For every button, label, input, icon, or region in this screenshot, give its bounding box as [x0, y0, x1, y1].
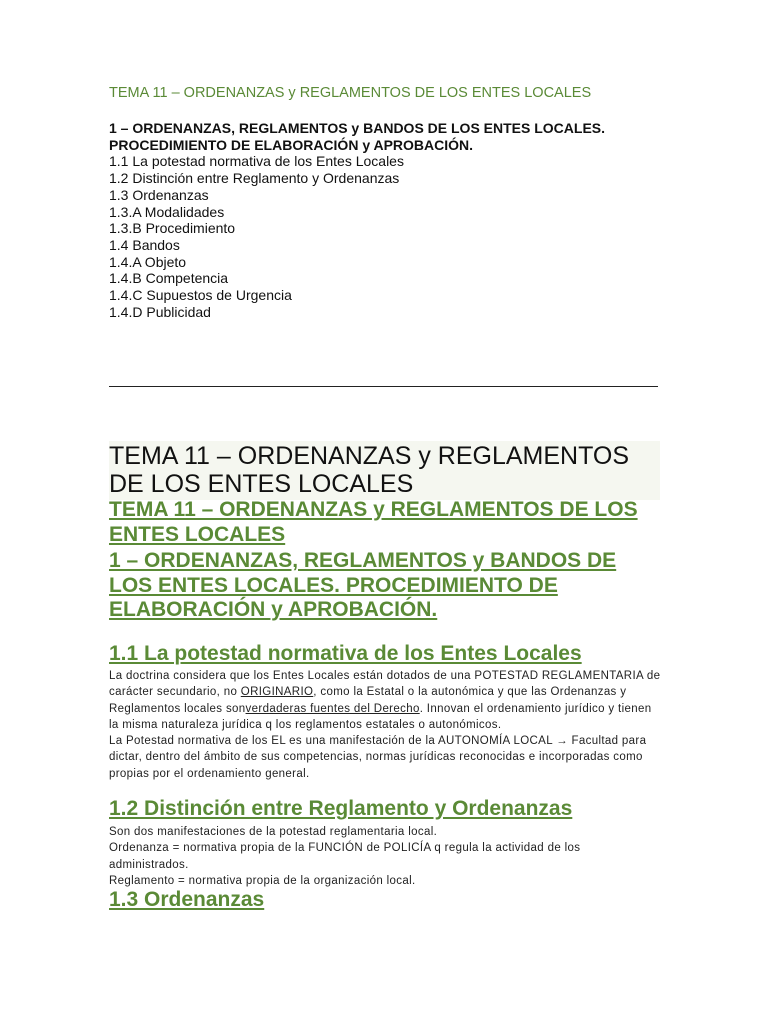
text-run: La Potestad normativa de los EL es una manifestación de la AUTONOMÍA LOCAL — [109, 735, 553, 748]
paragraph: Ordenanza = normativa propia de la FUNCIÓN de POLICÍA q regula la actividad de los administrados. — [109, 842, 581, 871]
toc-item: 1.4.C Supuestos de Urgencia — [109, 287, 292, 304]
document-title: TEMA 11 – ORDENANZAS y REGLAMENTOS DE LOS ENTES LOCALES — [109, 85, 592, 101]
paragraph — [109, 668, 661, 733]
underlined-term: ORIGINARIO — [240, 686, 314, 699]
section-heading: 1 – ORDENANZAS, REGLAMENTOS y BANDOS DE LOS ENTES LOCALES. PROCEDIMIENTO DE ELABORACIÓN y APROBACIÓN. — [109, 549, 617, 621]
toc-item: 1.4 Bandos — [109, 236, 180, 253]
toc-item: 1.1 La potestad normativa de los Entes Locales — [109, 153, 404, 170]
toc-item: 1.3.B Procedimiento — [109, 220, 236, 237]
paragraph — [109, 733, 661, 782]
toc-item: 1.4.A Objeto — [109, 253, 187, 270]
subsection-1-2-body — [109, 824, 661, 889]
paragraph: Son dos manifestaciones de la potestad reglamentaria local. — [109, 826, 438, 838]
subsection-heading-1-1: 1.1 La potestad normativa de los Entes Locales — [109, 642, 582, 665]
table-of-contents — [109, 120, 661, 320]
paragraph: Reglamento = normativa propia de la organización local. — [109, 874, 416, 887]
subsection-1-1-body — [109, 668, 661, 782]
subsection-heading-1-3: 1.3 Ordenanzas — [109, 888, 265, 911]
toc-item: 1.4.D Publicidad — [109, 303, 211, 320]
toc-item: 1.3 Ordenanzas — [109, 186, 209, 203]
arrow-icon: → — [552, 735, 572, 748]
underlined-term: verdaderas fuentes del Derecho — [245, 702, 420, 715]
subsection-heading-1-2: 1.2 Distinción entre Reglamento y Ordenanzas — [109, 797, 573, 820]
toc-item: 1.4.B Competencia — [109, 270, 229, 287]
text-run: , como la Estatal o la autonómica y que las Ordenanzas y Reglamentos locales son — [109, 686, 627, 715]
text-run: La doctrina considera que los Entes Locales están dotados de una POTESTAD REGLAMENTARIA de carácter secundario, no — [109, 670, 661, 699]
text-run: . Innovan el ordenamiento jurídico y tienen la misma naturaleza jurídica q los reglamentos estatales o autonómicos. — [109, 702, 652, 731]
toc-item: 1.2 Distinción entre Reglamento y Ordenanzas — [109, 170, 400, 187]
horizontal-divider — [109, 386, 658, 387]
large-title: TEMA 11 – ORDENANZAS y REGLAMENTOS DE LOS ENTES LOCALES — [109, 441, 660, 500]
main-heading: TEMA 11 – ORDENANZAS y REGLAMENTOS DE LOS ENTES LOCALES — [109, 498, 638, 546]
toc-item: 1.3.A Modalidades — [109, 203, 225, 220]
text-run: Facultad para dictar, dentro del ámbito de sus competencias, normas jurídicas reconocidas e incorporadas como propias por el ordenamiento general. — [109, 735, 647, 780]
toc-heading: 1 – ORDENANZAS, REGLAMENTOS y BANDOS DE LOS ENTES LOCALES. PROCEDIMIENTO DE ELABORACIÓN y APROBACIÓN. — [109, 120, 606, 153]
